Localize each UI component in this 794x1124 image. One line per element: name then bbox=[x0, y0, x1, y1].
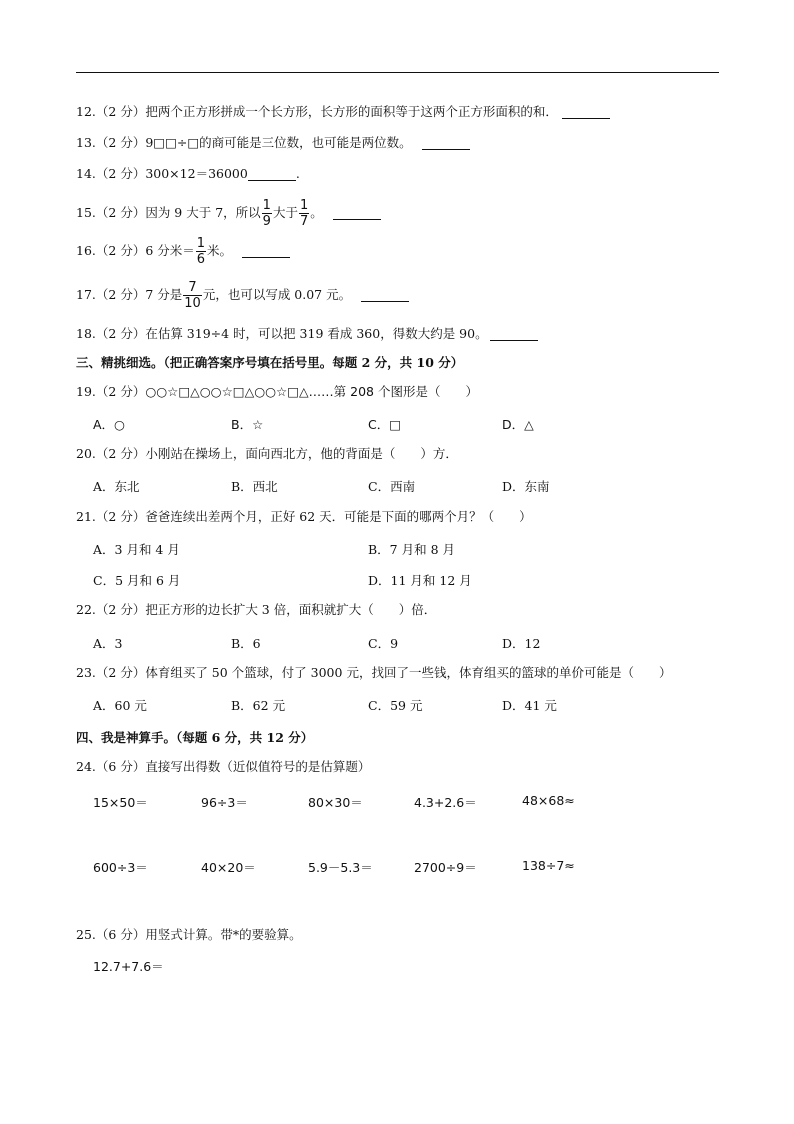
question-text: 爸爸连续出差两个月，正好 62 天．可能是下面的哪两个月？（ ） bbox=[145, 509, 532, 524]
question-score: （6 分） bbox=[95, 759, 146, 774]
question-12 bbox=[76, 104, 610, 120]
question-number: 13. bbox=[76, 135, 96, 150]
section-4-heading: 四、我是神算手。（每题 6 分，共 12 分） bbox=[76, 730, 314, 745]
question-18 bbox=[76, 326, 538, 342]
question-number: 12. bbox=[76, 104, 96, 119]
option-b[interactable]: B．6 bbox=[231, 636, 261, 651]
option-a[interactable]: A．东北 bbox=[93, 479, 140, 494]
calc-item: 96÷3＝ bbox=[201, 795, 248, 810]
option-c[interactable]: C．59 元 bbox=[368, 698, 423, 713]
calc-item: 40×20＝ bbox=[201, 860, 256, 875]
question-16 bbox=[76, 236, 290, 266]
question-text: 6 分米＝ bbox=[145, 243, 195, 258]
question-text: 体育组买了 50 个篮球，付了 3000 元，找回了一些钱，体育组买的篮球的单价可能是（ ） bbox=[145, 665, 672, 680]
question-number: 18. bbox=[76, 326, 96, 341]
question-number: 24. bbox=[76, 759, 96, 774]
question-14 bbox=[76, 166, 300, 182]
question-number: 20. bbox=[76, 446, 96, 461]
question-text: 把两个正方形拼成一个长方形，长方形的面积等于这两个正方形面积的和． bbox=[145, 104, 558, 119]
option-d[interactable]: D．△ bbox=[502, 417, 534, 432]
question-13 bbox=[76, 135, 470, 151]
option-b[interactable]: B．西北 bbox=[231, 479, 278, 494]
question-number: 21. bbox=[76, 509, 96, 524]
answer-blank[interactable] bbox=[490, 328, 538, 341]
header-rule bbox=[76, 72, 719, 73]
question-17 bbox=[76, 280, 409, 310]
option-c[interactable]: C．□ bbox=[368, 417, 402, 432]
question-score: （2 分） bbox=[95, 287, 146, 302]
question-number: 22. bbox=[76, 602, 96, 617]
fraction-one-sixth: $\frac{1}{6}$ bbox=[196, 235, 206, 267]
fraction-seven-tenths: $\frac{7}{10}$ bbox=[184, 279, 201, 311]
question-number: 19. bbox=[76, 384, 96, 399]
answer-blank[interactable] bbox=[333, 207, 381, 220]
option-b[interactable]: B．☆ bbox=[231, 417, 264, 432]
question-21 bbox=[76, 509, 532, 525]
question-score: （2 分） bbox=[95, 509, 146, 524]
question-score: （2 分） bbox=[95, 166, 146, 181]
question-text: 9□□÷□的商可能是三位数，也可能是两位数。 bbox=[145, 135, 412, 150]
question-text: 小刚站在操场上，面向西北方，他的背面是（ ）方． bbox=[145, 446, 458, 461]
question-text: 直接写出得数（近似值符号的是估算题） bbox=[145, 759, 371, 774]
question-score: （2 分） bbox=[95, 104, 146, 119]
fraction-one-seventh: $\frac{1}{7}$ bbox=[299, 197, 309, 229]
fraction-one-ninth: $\frac{1}{9}$ bbox=[262, 197, 271, 229]
question-number: 23. bbox=[76, 665, 96, 680]
calc-item: 600÷3＝ bbox=[93, 860, 148, 875]
option-d[interactable]: D．11 月和 12 月 bbox=[368, 573, 472, 588]
option-a[interactable]: A．60 元 bbox=[93, 698, 147, 713]
question-score: （2 分） bbox=[95, 135, 146, 150]
question-text: 把正方形的边长扩大 3 倍，面积就扩大（ ）倍． bbox=[145, 602, 437, 617]
question-text: 大于 bbox=[272, 205, 298, 220]
calc-item: 2700÷9＝ bbox=[414, 860, 477, 875]
answer-blank[interactable] bbox=[242, 245, 290, 258]
question-score: （6 分） bbox=[95, 927, 146, 942]
calc-item: 15×50＝ bbox=[93, 795, 148, 810]
question-score: （2 分） bbox=[95, 326, 146, 341]
question-text: 米。 bbox=[207, 243, 233, 258]
question-text: 。 bbox=[310, 205, 323, 220]
answer-blank[interactable] bbox=[562, 106, 610, 119]
option-c[interactable]: C．西南 bbox=[368, 479, 416, 494]
calc-item: 5.9－5.3＝ bbox=[308, 860, 373, 875]
question-number: 16. bbox=[76, 243, 96, 258]
option-a[interactable]: A．○ bbox=[93, 417, 125, 432]
section-3-heading: 三、精挑细选。（把正确答案序号填在括号里。每题 2 分，共 10 分） bbox=[76, 355, 464, 370]
question-tail: . bbox=[295, 166, 300, 181]
calc-item: 80×30＝ bbox=[308, 795, 363, 810]
question-19 bbox=[76, 384, 478, 400]
option-a[interactable]: A．3 月和 4 月 bbox=[93, 542, 180, 557]
question-score: （2 分） bbox=[95, 205, 146, 220]
calc-item: 4.3+2.6＝ bbox=[414, 795, 477, 810]
question-score: （2 分） bbox=[95, 243, 146, 258]
question-score: （2 分） bbox=[95, 665, 146, 680]
question-23 bbox=[76, 665, 671, 681]
option-d[interactable]: D．东南 bbox=[502, 479, 550, 494]
question-text: 300×12＝36000 bbox=[145, 166, 248, 181]
question-text: 7 分是 bbox=[145, 287, 183, 302]
question-text: 因为 9 大于 7，所以 bbox=[145, 205, 261, 220]
option-b[interactable]: B．7 月和 8 月 bbox=[368, 542, 456, 557]
question-text: ○○☆□△○○☆□△○○☆□△……第 208 个图形是（ ） bbox=[145, 384, 478, 399]
question-24 bbox=[76, 759, 370, 775]
answer-blank[interactable] bbox=[422, 137, 470, 150]
calc-item: 12.7+7.6＝ bbox=[93, 959, 164, 974]
question-25 bbox=[76, 927, 302, 943]
option-d[interactable]: D．12 bbox=[502, 636, 541, 651]
question-15 bbox=[76, 198, 381, 228]
question-number: 15. bbox=[76, 205, 96, 220]
question-text: 在估算 319÷4 时，可以把 319 看成 360，得数大约是 90。 bbox=[145, 326, 488, 341]
question-20 bbox=[76, 446, 458, 462]
option-a[interactable]: A．3 bbox=[93, 636, 123, 651]
calc-item: 138÷7≈ bbox=[522, 858, 575, 873]
question-number: 17. bbox=[76, 287, 96, 302]
question-score: （2 分） bbox=[95, 384, 146, 399]
question-number: 14. bbox=[76, 166, 96, 181]
answer-blank[interactable] bbox=[248, 168, 296, 181]
question-22 bbox=[76, 602, 436, 618]
option-b[interactable]: B．62 元 bbox=[231, 698, 286, 713]
question-number: 25. bbox=[76, 927, 96, 942]
option-c[interactable]: C．9 bbox=[368, 636, 399, 651]
option-c[interactable]: C．5 月和 6 月 bbox=[93, 573, 181, 588]
question-score: （2 分） bbox=[95, 602, 146, 617]
question-text: 用竖式计算。带*的要验算。 bbox=[145, 927, 302, 942]
option-d[interactable]: D．41 元 bbox=[502, 698, 557, 713]
question-text: 元，也可以写成 0.07 元。 bbox=[202, 287, 352, 302]
question-score: （2 分） bbox=[95, 446, 146, 461]
calc-item: 48×68≈ bbox=[522, 793, 575, 808]
answer-blank[interactable] bbox=[361, 289, 409, 302]
